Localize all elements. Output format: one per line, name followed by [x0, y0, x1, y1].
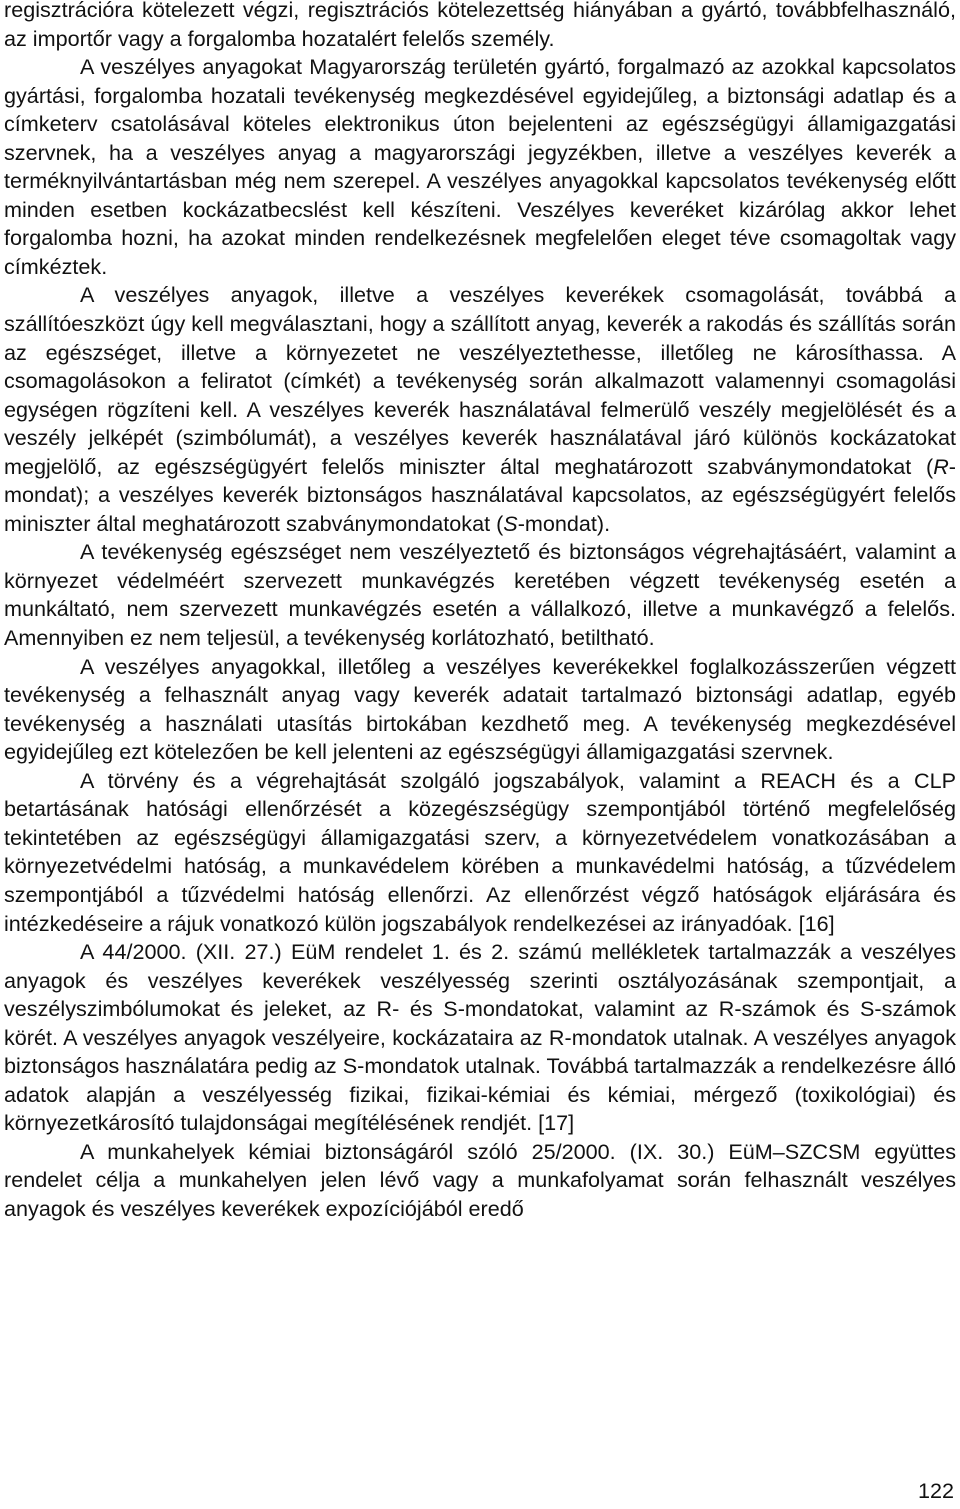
- document-body: [4, 0, 956, 1224]
- text-segment: A törvény és a végrehajtását szolgáló jogszabályok, valamint a REACH és a CLP betartásának hatósági ellenőrzését a közegészségügy szempontjából történő megfelelőség tekintetében az egészségügyi államigazgatási szerv, a környezetvédelem vonatkozásában a környezetvédelmi hatóság, a munkavédelem körében a munkavédelmi hatóság, a tűzvédelem szempontjából a tűzvédelmi hatóság ellenőrzi. Az ellenőrzést végző hatóságok eljárására és intézkedéseire a rájuk vonatkozó külön jogszabályok rendelkezései az irányadóak. [16]: [4, 767, 956, 936]
- italic-text-segment: R: [933, 453, 949, 479]
- text-segment: A tevékenység egészséget nem veszélyeztető és biztonságos végrehajtásáért, valamint a környezet védelméért szervezett munkavégzés keretében végzett tevékenység esetén a munkáltató, nem szervezett munkavégzés esetén a vállalkozó, illetve a munkavégző a felelős. Amennyiben ez nem teljesül, a tevékenység korlátozható, betiltható.: [4, 539, 956, 651]
- text-segment: regisztrációra kötelezett végzi, regisztrációs kötelezettség hiányában a gyártó, továbbfelhasználó, az importőr vagy a forgalomba hozatalért felelős személy.: [4, 0, 956, 51]
- text-segment: A munkahelyek kémiai biztonságáról szóló 25/2000. (IX. 30.) EüM–SZCSM együttes rendelet célja a munkahelyen jelen lévő vagy a munkafolyamat során felhasznált veszélyes anyagok és veszélyes keverékek expozíciójából eredő: [4, 1138, 956, 1221]
- text-segment: A veszélyes anyagokkal, illetőleg a veszélyes keverékekkel foglalkozásszerűen végzett tevékenység a felhasznált anyag vagy keverék adatait tartalmazó biztonsági adatlap, egyéb tevékenység a használati utasítás birtokában kezdhető meg. A tevékenység megkezdésével egyidejűleg ezt kötelezően be kell jelenteni az egészségügyi államigazgatási szervnek.: [4, 653, 956, 765]
- paragraph: [4, 653, 956, 767]
- text-segment: -mondat); a veszélyes keverék biztonságos használatával kapcsolatos, az egészségügyért felelős miniszter által meghatározott szabványmondatokat (: [4, 453, 956, 536]
- paragraph: [4, 767, 956, 938]
- paragraph: [4, 938, 956, 1138]
- italic-text-segment: S: [503, 510, 518, 536]
- text-segment: A veszélyes anyagokat Magyarország területén gyártó, forgalmazó az azokkal kapcsolatos gyártási, forgalomba hozatali tevékenység megkezdésével egyidejűleg, a biztonsági adatlap és a címketerv csatolásával köteles elektronikus úton bejelenteni az egészségügyi államigazgatási szervnek, ha a veszélyes anyag a magyarországi jegyzékben, illetve a veszélyes keverék a terméknyilvántartásban még nem szerepel. A veszélyes anyagokkal kapcsolatos tevékenység előtt minden esetben kockázatbecslést kell készíteni. Veszélyes keveréket kizárólag akkor lehet forgalomba hozni, ha azokat minden rendelkezésnek megfelelően eleget téve csomagoltak vagy címkéztek.: [4, 54, 956, 279]
- text-segment: A 44/2000. (XII. 27.) EüM rendelet 1. és 2. számú mellékletek tartalmazzák a veszélyes anyagok és veszélyes keverékek veszélyesség szerinti osztályozásának szempontjait, a veszélyszimbólumokat és jeleket, az R- és S-mondatokat, valamint az R-számok és S-számok körét. A veszélyes anyagok veszélyeire, kockázataira az R-mondatok utalnak. A veszélyes anyagok biztonságos használatára pedig az S-mondatok utalnak. Továbbá tartalmazzák a rendelkezésre álló adatok alapján a veszélyesség fizikai, fizikai-kémiai és kémiai, mérgező (toxikológiai) és környezetkárosító tulajdonságai megítélésének rendjét. [17]: [4, 939, 956, 1136]
- paragraph: [4, 53, 956, 281]
- paragraph: [4, 1138, 956, 1224]
- paragraph: [4, 538, 956, 652]
- paragraph: [4, 281, 956, 538]
- paragraph: [4, 0, 956, 53]
- text-segment: A veszélyes anyagok, illetve a veszélyes keverékek csomagolását, továbbá a szállítóeszközt úgy kell megválasztani, hogy a szállított anyag, keverék a rakodás és szállítás során az egészséget, illetve a környezetet ne veszélyeztethesse, illetőleg ne károsíthassa. A csomagolásokon a feliratot (címkét) a tevékenység során alkalmazott valamennyi csomagolási egységen rögzíteni kell. A veszélyes keverék használatával felmerülő veszély megjelölését és a veszély jelképét (szimbólumát), a veszélyes keverék használatával járó különös kockázatokat megjelölő, az egészségügyért felelős miniszter által meghatározott szabványmondatokat (: [4, 282, 956, 479]
- page-number: 122: [917, 1478, 954, 1503]
- text-segment: -mondat).: [517, 510, 611, 536]
